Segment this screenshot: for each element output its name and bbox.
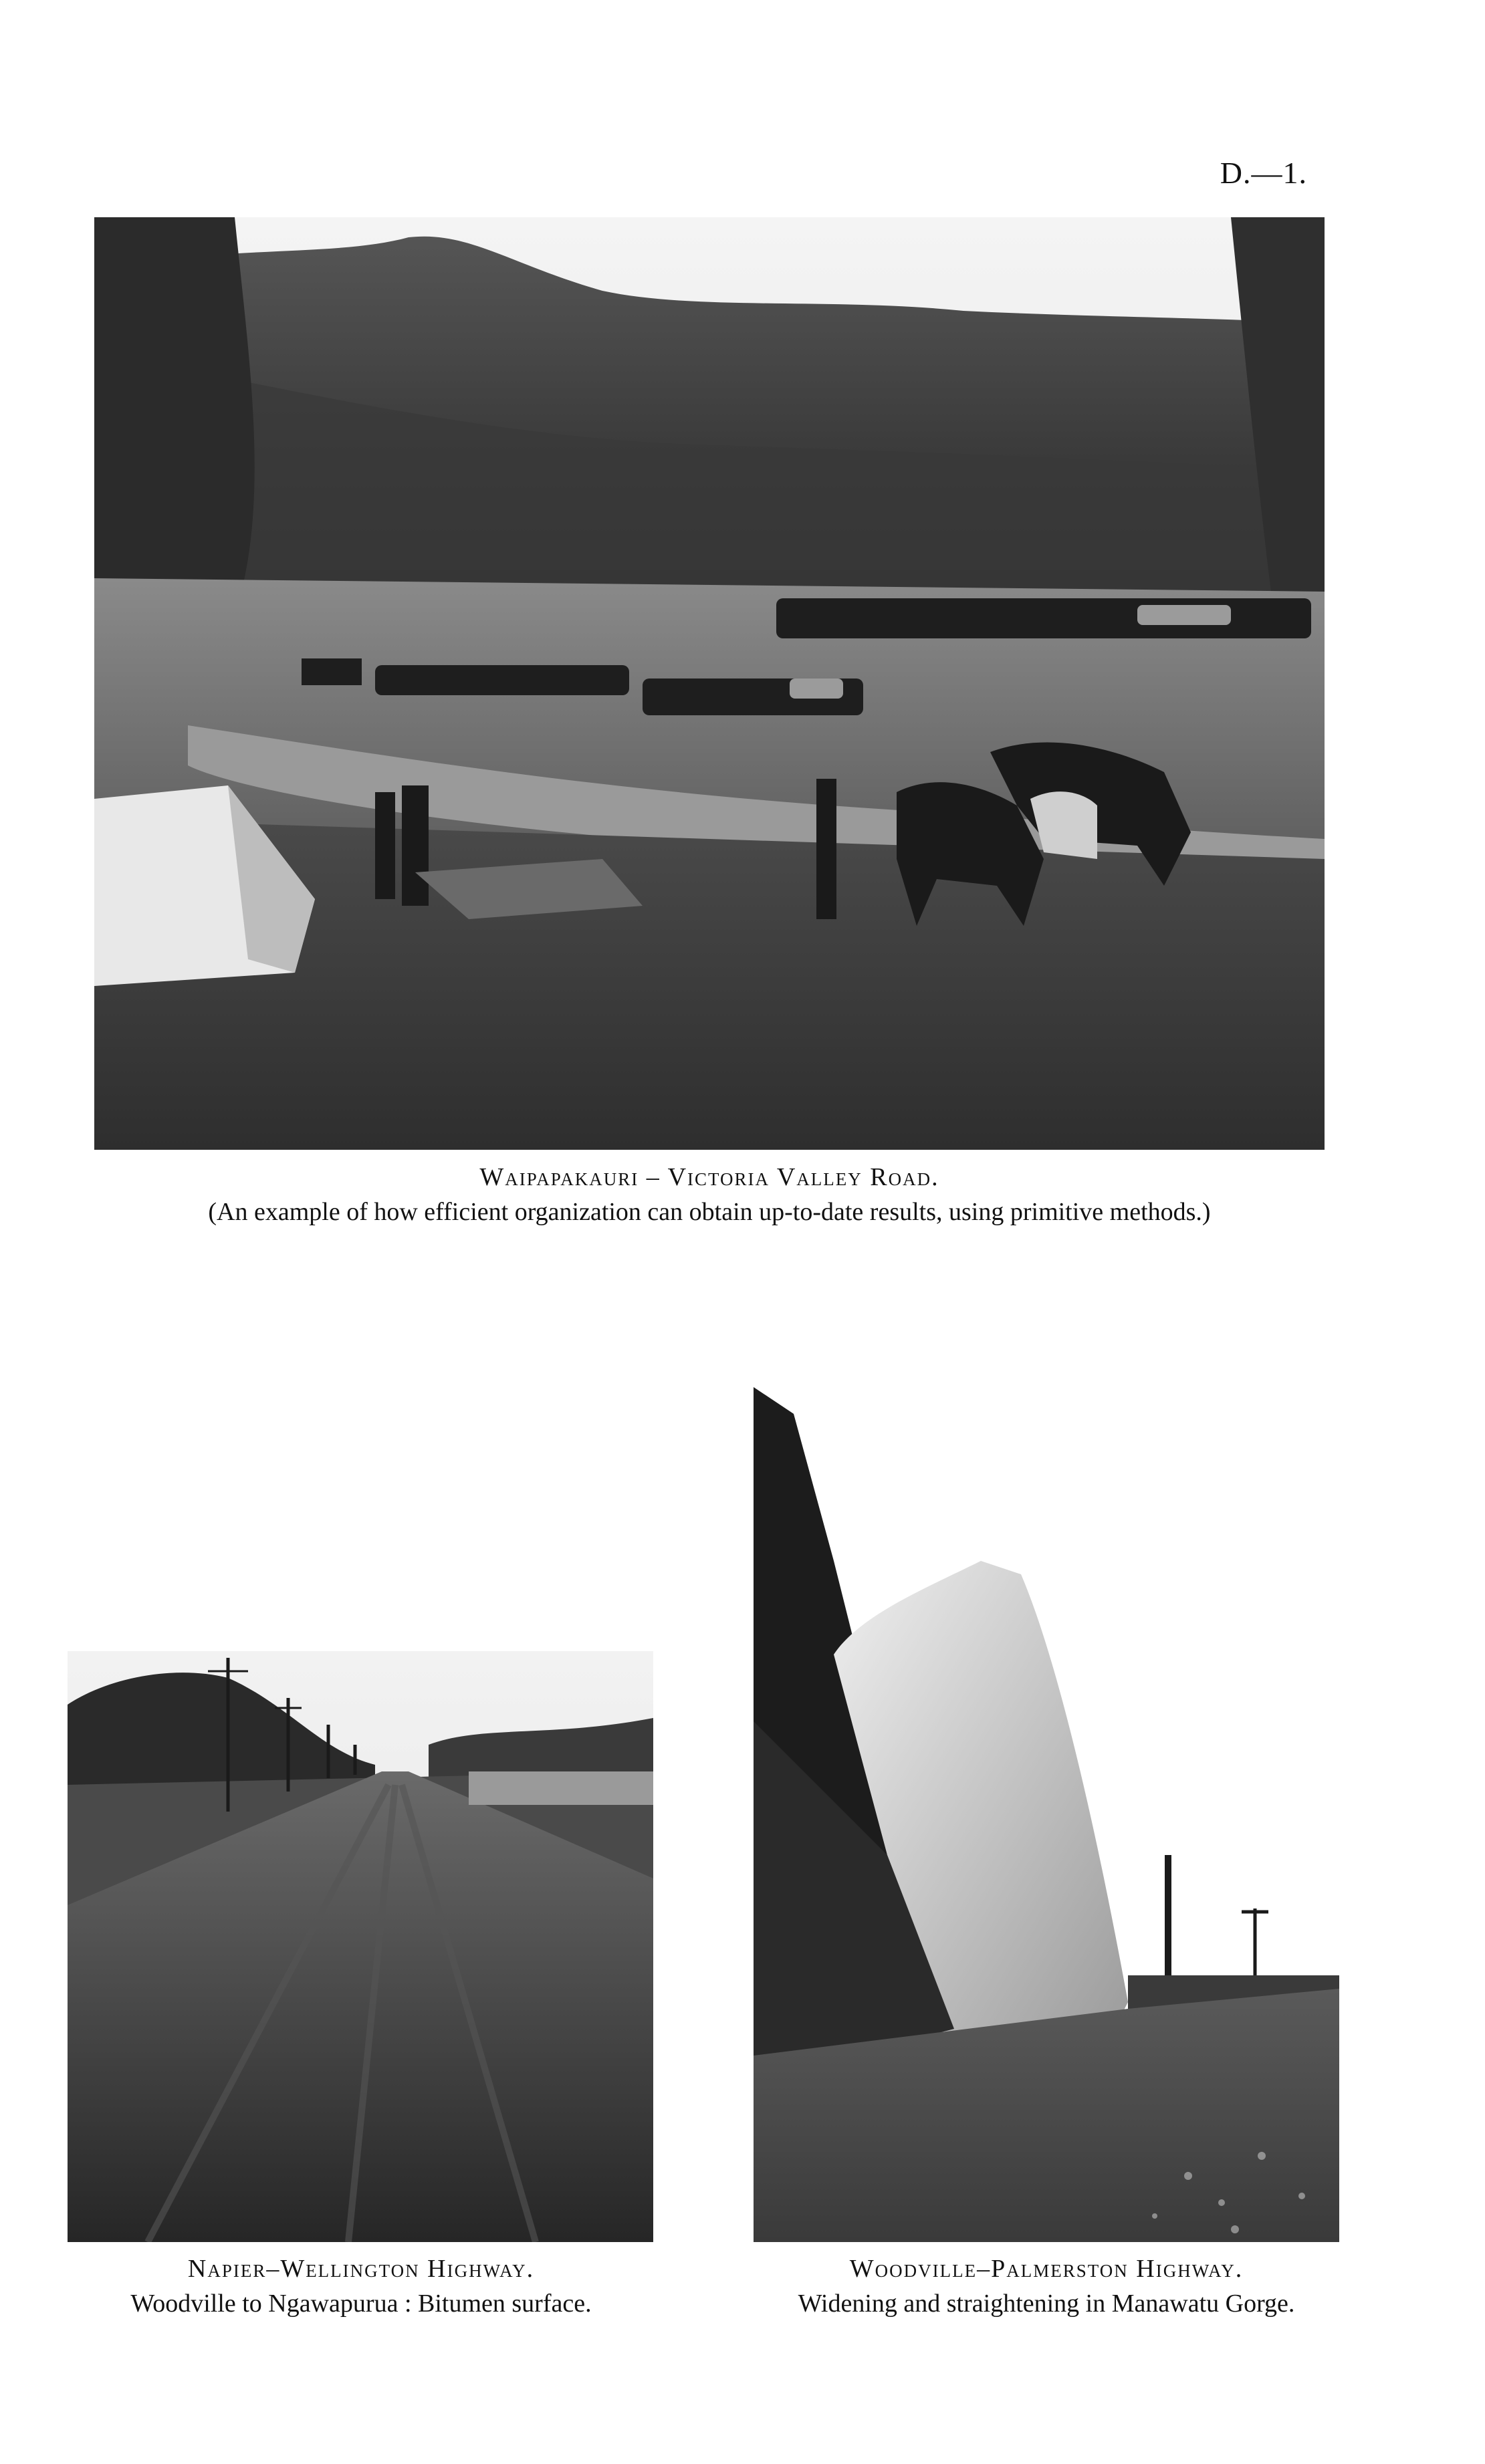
page-number: D.—1. xyxy=(1220,156,1307,190)
caption-title: Woodville–Palmerston Highway. xyxy=(849,2255,1244,2283)
caption-subtitle: Widening and straightening in Manawatu Gorge. xyxy=(798,2290,1295,2318)
photo-napier-wellington-highway xyxy=(68,1651,653,2242)
caption-napier-wellington xyxy=(40,2251,682,2321)
caption-title: Waipapakauri – Victoria Valley Road. xyxy=(479,1163,939,1191)
caption-subtitle: Woodville to Ngawapurua : Bitumen surface. xyxy=(130,2290,592,2318)
caption-woodville-palmerston xyxy=(725,2251,1367,2321)
photo-manawatu-gorge-cutting xyxy=(754,1387,1339,2242)
caption-title: Napier–Wellington Highway. xyxy=(187,2255,535,2283)
caption-valley-road xyxy=(94,1160,1325,1229)
photo-valley-road-camp xyxy=(94,217,1325,1150)
caption-subtitle: (An example of how efficient organization can obtain up-to-date results, using primitive methods.) xyxy=(208,1198,1211,1226)
